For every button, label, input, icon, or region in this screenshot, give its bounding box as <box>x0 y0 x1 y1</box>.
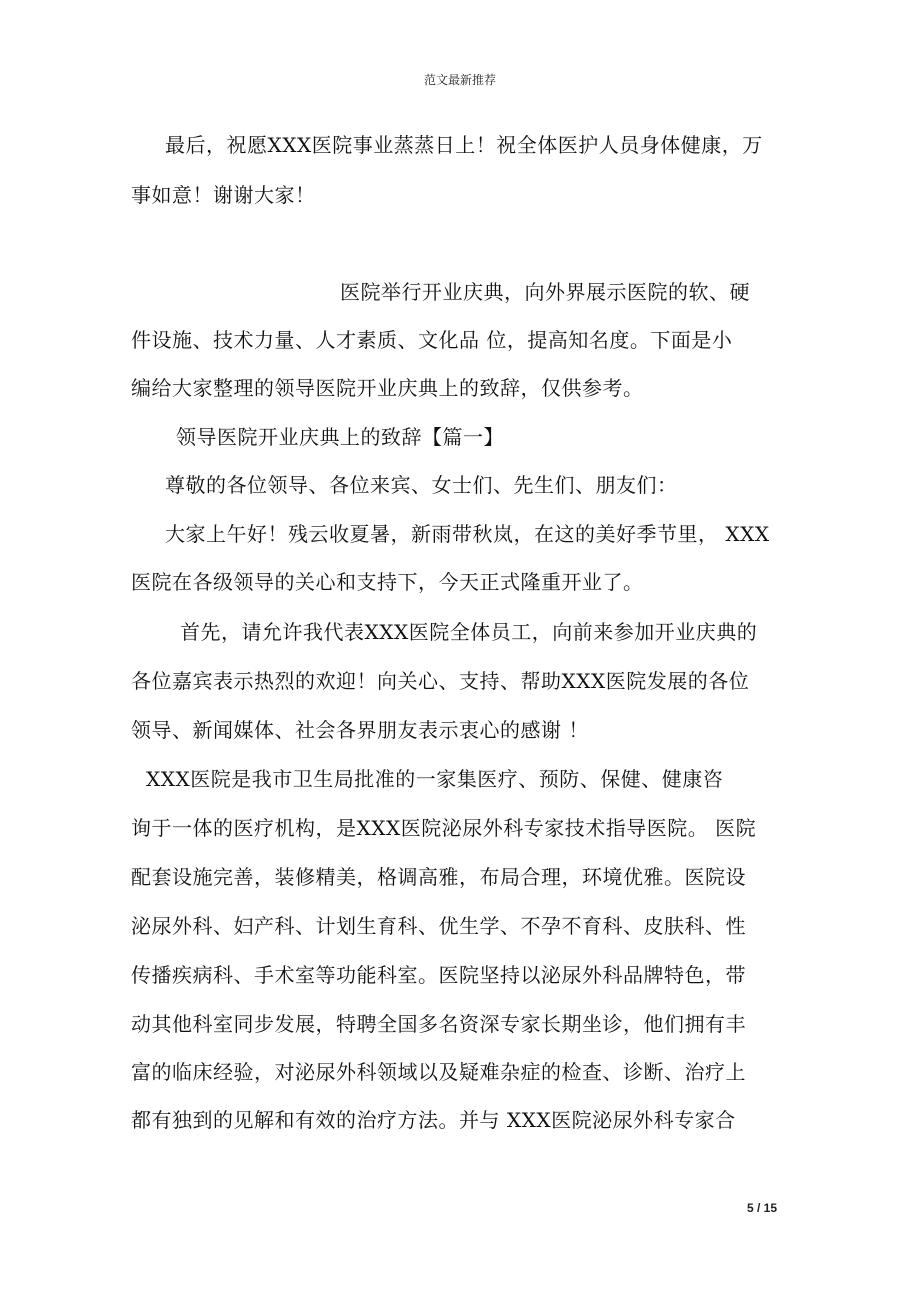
text-line: 件设施、技术力量、人才素质、文化品 位，提高知名度。下面是小 <box>131 328 733 352</box>
page-number: 5 / 15 <box>747 1201 778 1215</box>
text-line: 询于一体的医疗机构，是XXX医院泌尿外科专家技术指导医院。 医院 <box>131 816 757 840</box>
text-line: 尊敬的各位领导、各位来宾、女士们、先生们、朋友们： <box>165 473 678 497</box>
text-line: 泌尿外科、妇产科、计划生育科、优生学、不孕不育科、皮肤科、性 <box>131 914 746 938</box>
text-line: 配套设施完善，装修精美，格调高雅，布局合理，环境优雅。医院设 <box>131 865 746 889</box>
text-line: XXX医院是我市卫生局批准的一家集医疗、预防、保健、健康咨 <box>146 767 724 791</box>
text-line: 都有独到的见解和有效的治疗方法。并与 XXX医院泌尿外科专家合 <box>131 1108 736 1132</box>
text-line: 领导、新闻媒体、社会各界朋友表示衷心的感谢 ！ <box>131 718 589 742</box>
text-line: 编给大家整理的领导医院开业庆典上的致辞，仅供参考。 <box>131 376 644 400</box>
text-line: 各位嘉宾表示热烈的欢迎！向关心、支持、帮助XXX医院发展的各位 <box>131 669 750 693</box>
page-header: 范文最新推荐 <box>423 73 496 87</box>
text-line: 医院在各级领导的关心和支持下，今天正式隆重开业了。 <box>131 570 644 594</box>
text-line: 首先，请允许我代表XXX医院全体员工，向前来参加开业庆典的 <box>180 620 758 644</box>
text-line: 富的临床经验，对泌尿外科领域以及疑难杂症的检查、诊断、治疗上 <box>131 1060 746 1084</box>
text-line: 最后，祝愿XXX医院事业蒸蒸日上！祝全体医护人员身体健康，万 <box>165 133 763 157</box>
text-line: 大家上午好！残云收夏暑，新雨带秋岚，在这的美好季节里， XXX <box>165 522 770 546</box>
text-line: 传播疾病科、手术室等功能科室。医院坚持以泌尿外科品牌特色，带 <box>131 963 746 987</box>
section-heading: 领导医院开业庆典上的致辞【篇一】 <box>176 425 504 449</box>
text-line: 事如意！谢谢大家！ <box>131 183 316 207</box>
text-line: 医院举行开业庆典，向外界展示医院的软、硬 <box>340 280 750 304</box>
text-line: 动其他科室同步发展，特聘全国多名资深专家长期坐诊，他们拥有丰 <box>131 1012 746 1036</box>
